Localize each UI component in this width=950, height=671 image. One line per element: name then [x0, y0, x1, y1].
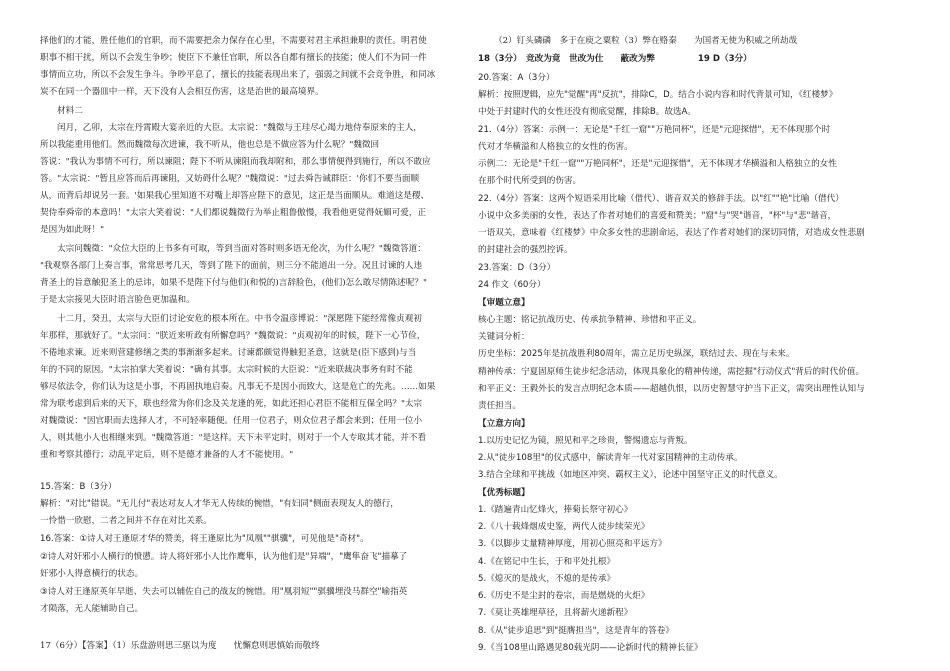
answer-15: 15.答案：B（3分） — [40, 482, 117, 492]
list-item: 4.《在铭记中生长，于和平处扎根》 — [478, 557, 616, 567]
answer-17: 17（6分）【答案】（1）乐盘游则思三驱以为度 忧懈怠则思慎始而敬终 — [40, 641, 320, 651]
passage-line: "我观察各部门上奏言事，常常思考几天，等到了陛下的面前，则三分不能道出一分。况且讨谏的人违 — [40, 261, 423, 271]
passage-line: 重和考察其德行；动乱平定后，则不是德才兼备的人才不能使用。" — [40, 450, 294, 460]
answer-22: 22.（4分）答案：这两个短语采用比喻（借代）、谐音双关的修辞手法。以"红""艳"比喻（借代） — [478, 194, 844, 204]
answer-line: 小说中众多美丽的女性，表达了作者对她们的喜爱和赞美；"窟"与"哭"谐音，"杯"与"悲"谐音， — [478, 211, 837, 221]
list-item: 9.《当108里山路遇见80载光阴——论新时代的精神长征》 — [478, 643, 703, 653]
passage-line: 答说："我认为事情不可行，所以谏阻；陛下不听从谏阻而我却附和，那么事情便得到施行，所以不敢应 — [40, 157, 431, 167]
list-item: 7.《莫让英雄埋草径，且将薪火递新程》 — [478, 608, 633, 618]
answer-line: 中处于封建时代的女性还没有彻底觉醒，排除B。故选A。 — [478, 107, 697, 117]
passage-line: 炭不在同一个器皿中一样，天下没有人会相互伤害，这是治世的最高境界。 — [40, 87, 324, 97]
answer-line: 解析：按照逻辑，应先"觉醒"再"反抗"，排除C，D。结合小说内容和时代背景可知，《红楼梦》 — [478, 90, 838, 100]
passage-line: 不倦地求谏。近来则营建修缮之类的事渐渐多起来。讨谏都颇觉得触犯圣意，这就是(臣下感到)与当 — [40, 348, 417, 358]
passage-line: 契侍奉舜帝的本意吗！"太宗大笑着说："人们都说魏徵行为举止粗鲁傲慢，我看他更觉得妩媚可爱，正 — [40, 208, 427, 218]
answer-line: 一怜惜一欣慰，二者之间并不存在对比关系。 — [40, 516, 212, 526]
answer-line: 解析："对比"错误。"无儿付"表达对友人才华无人传续的惋惜，"有妇同"侧面表现友人的德行， — [40, 499, 399, 509]
answer-line: ②诗人对奸邪小人横行的愤懑。诗人将奸邪小人比作鹰隼，认为他们是"异端"，"鹰隼奋飞"描摹了 — [40, 552, 408, 562]
answer-23: 23.答案：D（3分） — [478, 263, 556, 273]
list-item: 2.从"徒步108里"的仪式感中，解读青年一代对家国精神的主动传承。 — [478, 453, 743, 463]
passage-line: 人，则其他小人也相继来到。"魏徵答道："是这样。天下未平定时，则对于一个人专取其才能，并不看 — [40, 433, 427, 443]
list-item: 1.以历史记忆为镜，照见和平之珍贵，警惕遗忘与背叛。 — [478, 436, 693, 446]
answer-line: 历史坐标：2025年是抗战胜利80周年，需立足历史纵深，联结过去、现在与未来。 — [478, 349, 795, 359]
passage-line: 所以我能重用他们。然而魏徵每次进谏，我不听从，他也总是不做应答为什么呢？"魏徵回 — [40, 140, 380, 150]
list-item: 3.《以脚步丈量精神厚度，用初心照亮和平远方》 — [478, 539, 667, 549]
passage-line: 于是太宗接见大臣时语言脸色更加温和。 — [40, 295, 195, 305]
list-item: 2.《八十载烽烟成史鉴，两代人徒步续荣光》 — [478, 522, 650, 532]
answer-line: 核心主题：铭记抗战历史、传承抗争精神、珍惜和平正义。 — [478, 315, 702, 325]
passage-line: 从，而背后却说另一套。'如果我心里知道不对嘴上却答应陛下的意见，这正是当面顺从。难道这是稷、 — [40, 191, 430, 201]
answer-24: 24 作文（60分） — [478, 280, 546, 290]
answer-line: 关键词分析： — [478, 332, 530, 342]
passage-line: 十二月，癸丑，太宗与大臣们讨论安危的根本所在。中书令温彦博说："深愿陛下能经常像贞观初 — [57, 314, 422, 324]
answer-line: 和平正义：王毅外长的发言点明纪念本质——超越仇恨，以历史智慧守护当下正义，需突出理性认知与 — [478, 384, 865, 394]
answer-line: 一语双关，意味着《红楼梦》中众多女性的悲剧命运，表达了作者对她们的深切同情，对造成女性悲剧 — [478, 228, 865, 238]
section-heading: 【优秀标题】 — [478, 488, 530, 498]
passage-line: 够尽依法令，你们认为这是小事，不再固执地启奏。凡事无不是因小而致大，这是危亡的先兆。……如果 — [40, 382, 436, 392]
answer-line: 奸邪小人得意横行的状态。 — [40, 569, 144, 579]
list-item: 1.《踏遍青山忆烽火，捧菊长祭守初心》 — [478, 505, 633, 515]
passage-line: 年的不同的原因。"太宗拍掌大笑着说："确有其事。太宗时候的大臣说："近来联裁决事务有时不能 — [40, 365, 413, 375]
answer-16: 16.答案：①诗人对王逢原才华的赞美，将王逢原比为"凤凰""骐骥"，可见他是"奇材"。 — [40, 534, 369, 544]
passage-line: 背圣上的旨意触犯圣上的忌讳，如果不是陛下付与他们(和悦的)言辞脸色，(他们)怎么敢尽情陈述呢？" — [40, 278, 427, 288]
passage-line: 对魏徵说："因官职而去选择人才，不可轻率随便。任用一位君子，则众位君子都会来到；任用一位小 — [40, 416, 423, 426]
passage-line: 择他们的才能，胜任他们的官职，而不需要把余力保存在心里，不需要对君主承担兼职的责任。明君使 — [40, 36, 427, 46]
answer-line: 代对才华横溢和人格独立的女性的伤害。 — [478, 142, 633, 152]
section-heading: 【立意方向】 — [478, 419, 530, 429]
answer-line: 精神传承：宁夏固原师生徒步纪念活动，体现具象化的精神传递，需挖掘"行动仪式"背后的时代价值。 — [478, 367, 865, 377]
answer-line: （2）钉头磷磷 多于在庾之粟粒（3）弊在赂秦 为国者无使为积威之所劫哉 — [494, 36, 798, 46]
passage-line: 太宗问魏徵："众位大臣的上书多有可取，等到当面对答时则多语无伦次，为什么呢？"魏徵答道： — [57, 244, 426, 254]
answer-line: 示例二：无论是"千红一窟""万艳同杯"，还是"元迎探惜"，无不体现才华横溢和人格独立的女性 — [478, 159, 837, 169]
list-item: 6.《历史不是尘封的卷宗，而是燃烧的火炬》 — [478, 591, 650, 601]
answer-18-19: 18（3分） 竞改为竟 世改为仕 蔽改为弊 19 D（3分） — [478, 54, 752, 64]
answer-line: ③诗人对王逢原英年早逝、失去可以辅佐自己的战友的惋惜。用"凰羽短""骐骥埋没马群空"喻指英 — [40, 587, 408, 597]
passage-line: 常为联考虑到后来的天下，联也经常为你们念及关龙逢的死，如此还担心君臣不能相互保全吗？"太宗 — [40, 399, 423, 409]
answer-line: 责任担当。 — [478, 401, 521, 411]
answer-line: 的封建社会的强烈控诉。 — [478, 245, 573, 255]
passage-line: 职事不相干扰，所以不会发生争吵；使臣下不兼任官职，所以各自都有擅长的技能；使人们不为同一件 — [40, 53, 427, 63]
passage-line: 答。"太宗说："暂且应答而后再谏阻，又妨碍什么呢？"魏徵说："过去舜告诫群臣：'你们不要当面顺 — [40, 174, 420, 184]
passage-line: 是因为如此呀！" — [40, 225, 105, 235]
passage-line: 闰月，乙卯，太宗在丹霄殿大宴亲近的大臣。太宗说："魏徵与王珪尽心竭力地侍奉原来的主人， — [57, 123, 422, 133]
answer-20: 20.答案：A（3分） — [478, 73, 555, 83]
passage-line: 年那样，那就好了。"太宗问："朕近来听政有所懈怠吗？"魏徵说："贞观初年的时候，陛下一心节俭， — [40, 331, 426, 341]
list-item: 5.《熄灭的是战火，不熄的是传承》 — [478, 574, 616, 584]
material-heading: 材料二 — [57, 106, 83, 116]
answer-line: 在那个时代所受到的伤害。 — [478, 176, 582, 186]
answer-21: 21.（4分）答案：示例一：无论是"千红一窟""万艳同杯"，还是"元迎探惜"，无不体现那个时 — [478, 125, 831, 135]
answer-line: 才陨落，无人能辅助自己。 — [40, 604, 144, 614]
list-item: 3.结合全球和平挑战（如地区冲突、霸权主义），论述中国坚守正义的时代意义。 — [478, 470, 783, 480]
passage-line: 事情而立功，所以不会发生争斗。争吵平息了，擅长的技能表现出来了，强弱之间就不会竞争胜，和同冰 — [40, 70, 436, 80]
list-item: 8.《从"徒步追思"到"挺膺担当"，这是青年的答卷》 — [478, 626, 674, 636]
section-heading: 【审题立意】 — [478, 298, 530, 308]
